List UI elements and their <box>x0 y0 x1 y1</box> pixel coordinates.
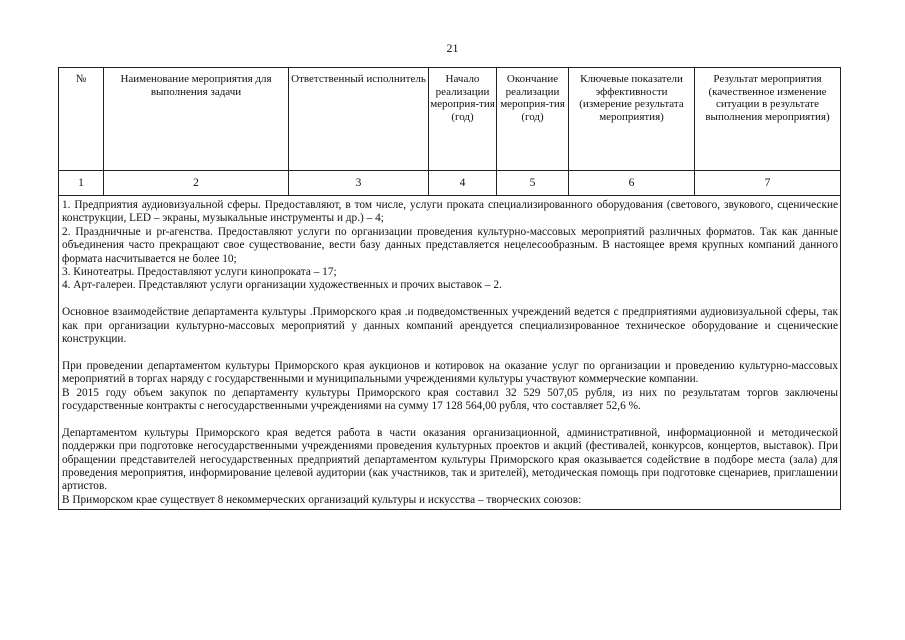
activities-table <box>58 67 841 510</box>
header-key-indicators: Ключевые показатели эффективности (измерение результата мероприятия) <box>569 68 695 171</box>
header-number: № <box>59 68 104 171</box>
column-number: 2 <box>104 171 289 196</box>
table-header-row <box>59 68 841 171</box>
column-number: 5 <box>497 171 569 196</box>
header-responsible: Ответственный исполнитель <box>289 68 429 171</box>
paragraph: В 2015 году объем закупок по департаменту культуры Приморского края составил 32 529 507,05 рубля, из них по результатам торгов заключены государственные контракты с негосударственными учреждениями на сумму 17 128 564,00 рубля, что составляет 52,6 %. <box>62 386 838 413</box>
column-number: 7 <box>695 171 841 196</box>
paragraph: Департаментом культуры Приморского края ведется работа в части оказания организационной, административной, информационной и методической поддержки при подготовке негосударственными учреждениями проведения культурных проектов и акций (фестивалей, конкурсов, концертов, выставок). При обращении представителей негосударственных предприятий департаментом культуры Приморского края оказывается содействие в подборе места (зала) для проведения мероприятия, информирование целевой аудитории (как участников, так и зрителей), методическая помощь при подготовке сценариев, приглашении артистов. <box>62 426 838 493</box>
page-number: 21 <box>446 41 459 55</box>
header-start-year: Начало реализации мероприя-тия (год) <box>429 68 497 171</box>
column-number-row <box>59 171 841 196</box>
body-row <box>59 196 841 510</box>
paragraph: 3. Кинотеатры. Предоставляют услуги кинопроката – 17; <box>62 266 337 279</box>
column-number: 3 <box>289 171 429 196</box>
header-result: Результат мероприятия (качественное изменение ситуации в результате выполнения мероприятия) <box>695 68 841 171</box>
paragraph: В Приморском крае существует 8 некоммерческих организаций культуры и искусства – творческих союзов: <box>62 493 582 506</box>
header-activity-name: Наименование мероприятия для выполнения задачи <box>104 68 289 171</box>
paragraph: При проведении департаментом культуры Приморского края аукционов и котировок на оказание услуг по организации и проведению культурно-массовых мероприятий в торгах наряду с государственными и муниципальными учреждениями культуры участвуют коммерческие компании. <box>62 359 838 386</box>
paragraph: 2. Праздничные и pr-агенства. Предоставляют услуги по организации проведения культурно-массовых мероприятий различных форматов. Так как данные объединения часто прекращают свое существование, вести базу данных представляется нецелесообразным. В настоящее время крупных компаний данного формата насчитывается не более 10; <box>62 225 838 265</box>
paragraph: Основное взаимодействие департамента культуры .Приморского края .и подведомственных учреждений ведется с предприятиями аудиовизуальной сферы, так как при организации культурно-массовых мероприятий у данных компаний арендуется специализированное техническое оборудование и сценические конструкции. <box>62 306 838 346</box>
header-end-year: Окончание реализации мероприя-тия (год) <box>497 68 569 171</box>
column-number: 1 <box>59 171 104 196</box>
paragraph: 4. Арт-галереи. Представляют услуги организации художественных и прочих выставок – 2. <box>62 279 502 292</box>
column-number: 6 <box>569 171 695 196</box>
paragraph: 1. Предприятия аудиовизуальной сферы. Предоставляют, в том числе, услуги проката специализированного оборудования (светового, звукового, сценические конструкции, LED – экраны, музыкальные инструменты и др.) – 4; <box>62 199 838 225</box>
column-number: 4 <box>429 171 497 196</box>
body-cell <box>59 196 841 510</box>
